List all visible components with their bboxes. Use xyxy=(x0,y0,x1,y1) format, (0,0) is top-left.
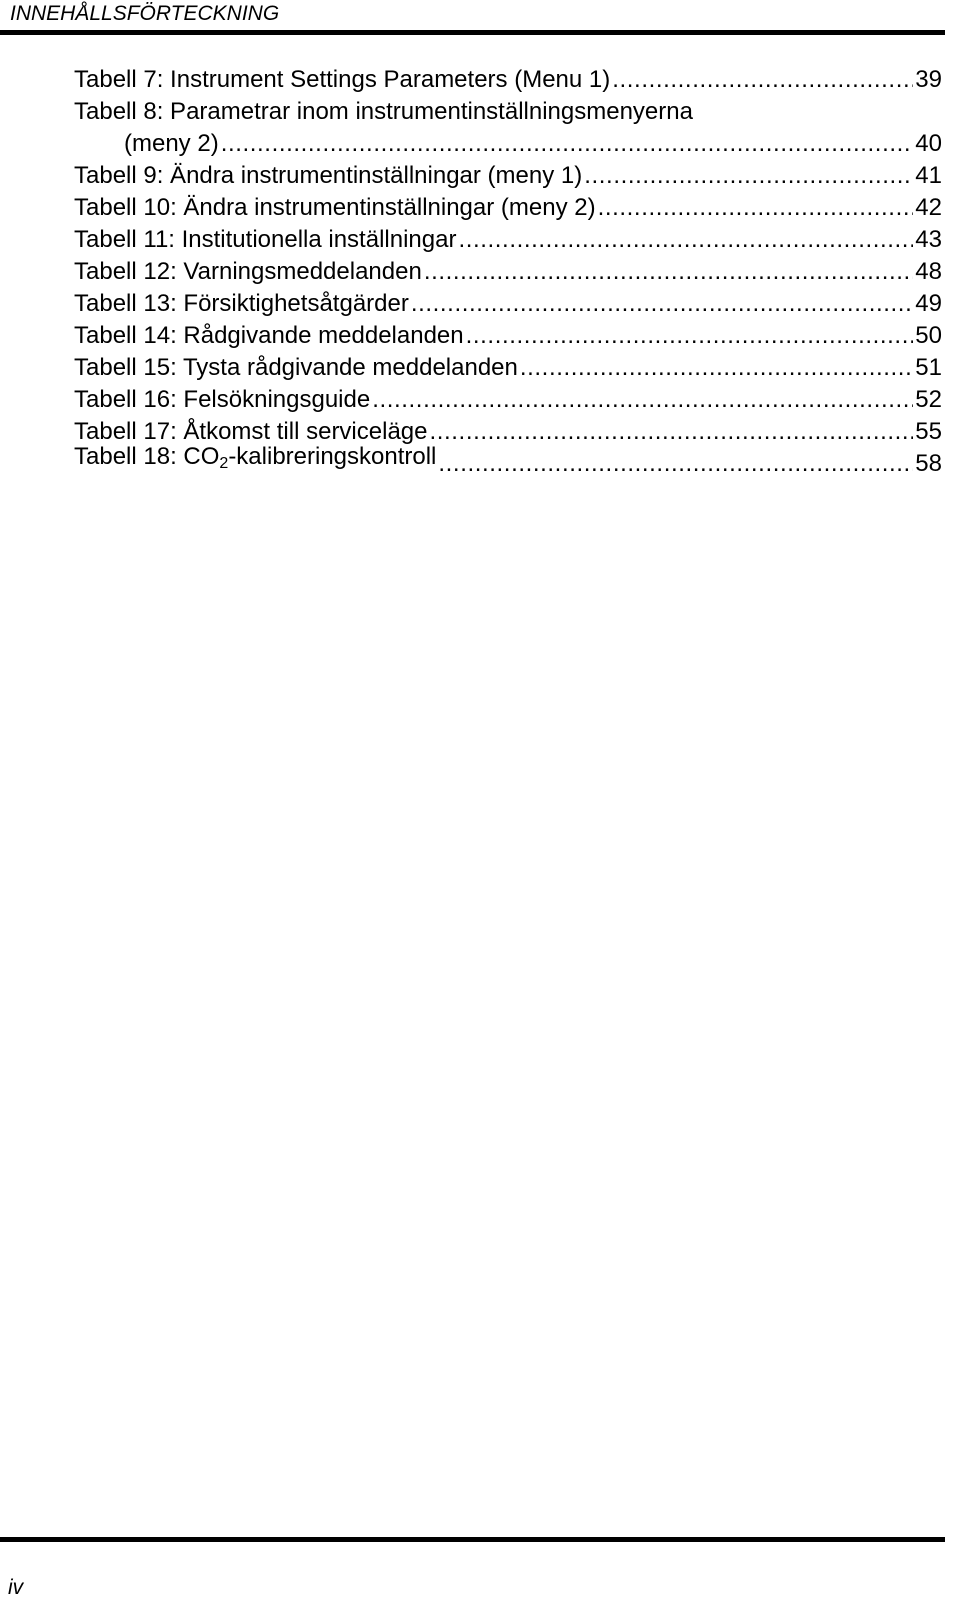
toc-entry-tabell-13[interactable] xyxy=(74,288,942,320)
dot-leader xyxy=(429,416,913,448)
toc-entry-tabell-8-line1[interactable] xyxy=(74,96,942,128)
toc-entry-page: 49 xyxy=(915,290,942,317)
toc-entry-label: Tabell 12: Varningsmeddelanden xyxy=(74,258,422,285)
toc-entry-label: Tabell 17: Åtkomst till serviceläge xyxy=(74,418,428,445)
toc-entry-label: Tabell 13: Försiktighetsåtgärder xyxy=(74,290,409,317)
toc-entry-page: 39 xyxy=(915,66,942,93)
toc-entry-label xyxy=(74,441,436,480)
toc-entry-label: Tabell 16: Felsökningsguide xyxy=(74,386,371,413)
toc-entry-tabell-14[interactable] xyxy=(74,320,942,352)
dot-leader xyxy=(598,192,914,224)
dot-leader xyxy=(466,320,914,352)
toc-entry-tabell-9[interactable] xyxy=(74,160,942,192)
toc-entry-tabell-18[interactable] xyxy=(74,443,942,480)
toc-entry-label: Tabell 7: Instrument Settings Parameters (Menu 1) xyxy=(74,66,611,93)
toc-entry-tabell-16[interactable] xyxy=(74,384,942,416)
running-header-title: INNEHÅLLSFÖRTECKNING xyxy=(10,2,280,25)
dot-leader xyxy=(612,64,913,96)
toc-entry-page: 50 xyxy=(915,322,942,349)
dot-leader xyxy=(520,352,913,384)
toc-entry-label: Tabell 8: Parametrar inom instrumentinställningsmenyerna xyxy=(74,98,693,125)
toc-entry-page: 52 xyxy=(915,386,942,413)
toc-entry-tabell-10[interactable] xyxy=(74,192,942,224)
toc-entry-page: 55 xyxy=(915,418,942,445)
dot-leader xyxy=(411,288,913,320)
toc-entry-tabell-12[interactable] xyxy=(74,256,942,288)
footer-rule xyxy=(0,1537,945,1542)
toc-entry-page: 48 xyxy=(915,258,942,285)
toc-entry-tabell-11[interactable] xyxy=(74,224,942,256)
label-suffix: -kalibreringskontroll xyxy=(228,443,437,470)
dot-leader xyxy=(424,256,913,288)
toc-entry-label: Tabell 14: Rådgivande meddelanden xyxy=(74,322,464,349)
dot-leader xyxy=(438,448,913,480)
toc-entry-page: 58 xyxy=(915,450,942,477)
toc-entry-label: Tabell 10: Ändra instrumentinställningar (meny 2) xyxy=(74,194,596,221)
dot-leader xyxy=(372,384,913,416)
toc-entry-page: 43 xyxy=(915,226,942,253)
toc-entry-page: 40 xyxy=(915,130,942,157)
dot-leader xyxy=(221,128,914,160)
toc-entry-tabell-8-line2[interactable] xyxy=(74,128,942,160)
header-rule xyxy=(0,30,945,35)
toc-entry-page: 42 xyxy=(915,194,942,221)
page-number: iv xyxy=(8,1576,24,1599)
toc-entry-label: Tabell 11: Institutionella inställningar xyxy=(74,226,457,253)
toc-entry-page: 41 xyxy=(915,162,942,189)
subscript-2: 2 xyxy=(219,455,229,472)
toc-entry-tabell-7[interactable] xyxy=(74,64,942,96)
dot-leader xyxy=(458,224,913,256)
table-of-contents xyxy=(74,64,942,480)
toc-entry-label: Tabell 15: Tysta rådgivande meddelanden xyxy=(74,354,518,381)
toc-entry-label: Tabell 9: Ändra instrumentinställningar (meny 1) xyxy=(74,162,583,189)
toc-entry-label-continued: (meny 2) xyxy=(124,130,219,157)
label-prefix: Tabell 18: CO xyxy=(74,443,220,470)
toc-entry-tabell-15[interactable] xyxy=(74,352,942,384)
dot-leader xyxy=(584,160,913,192)
toc-entry-page: 51 xyxy=(915,354,942,381)
